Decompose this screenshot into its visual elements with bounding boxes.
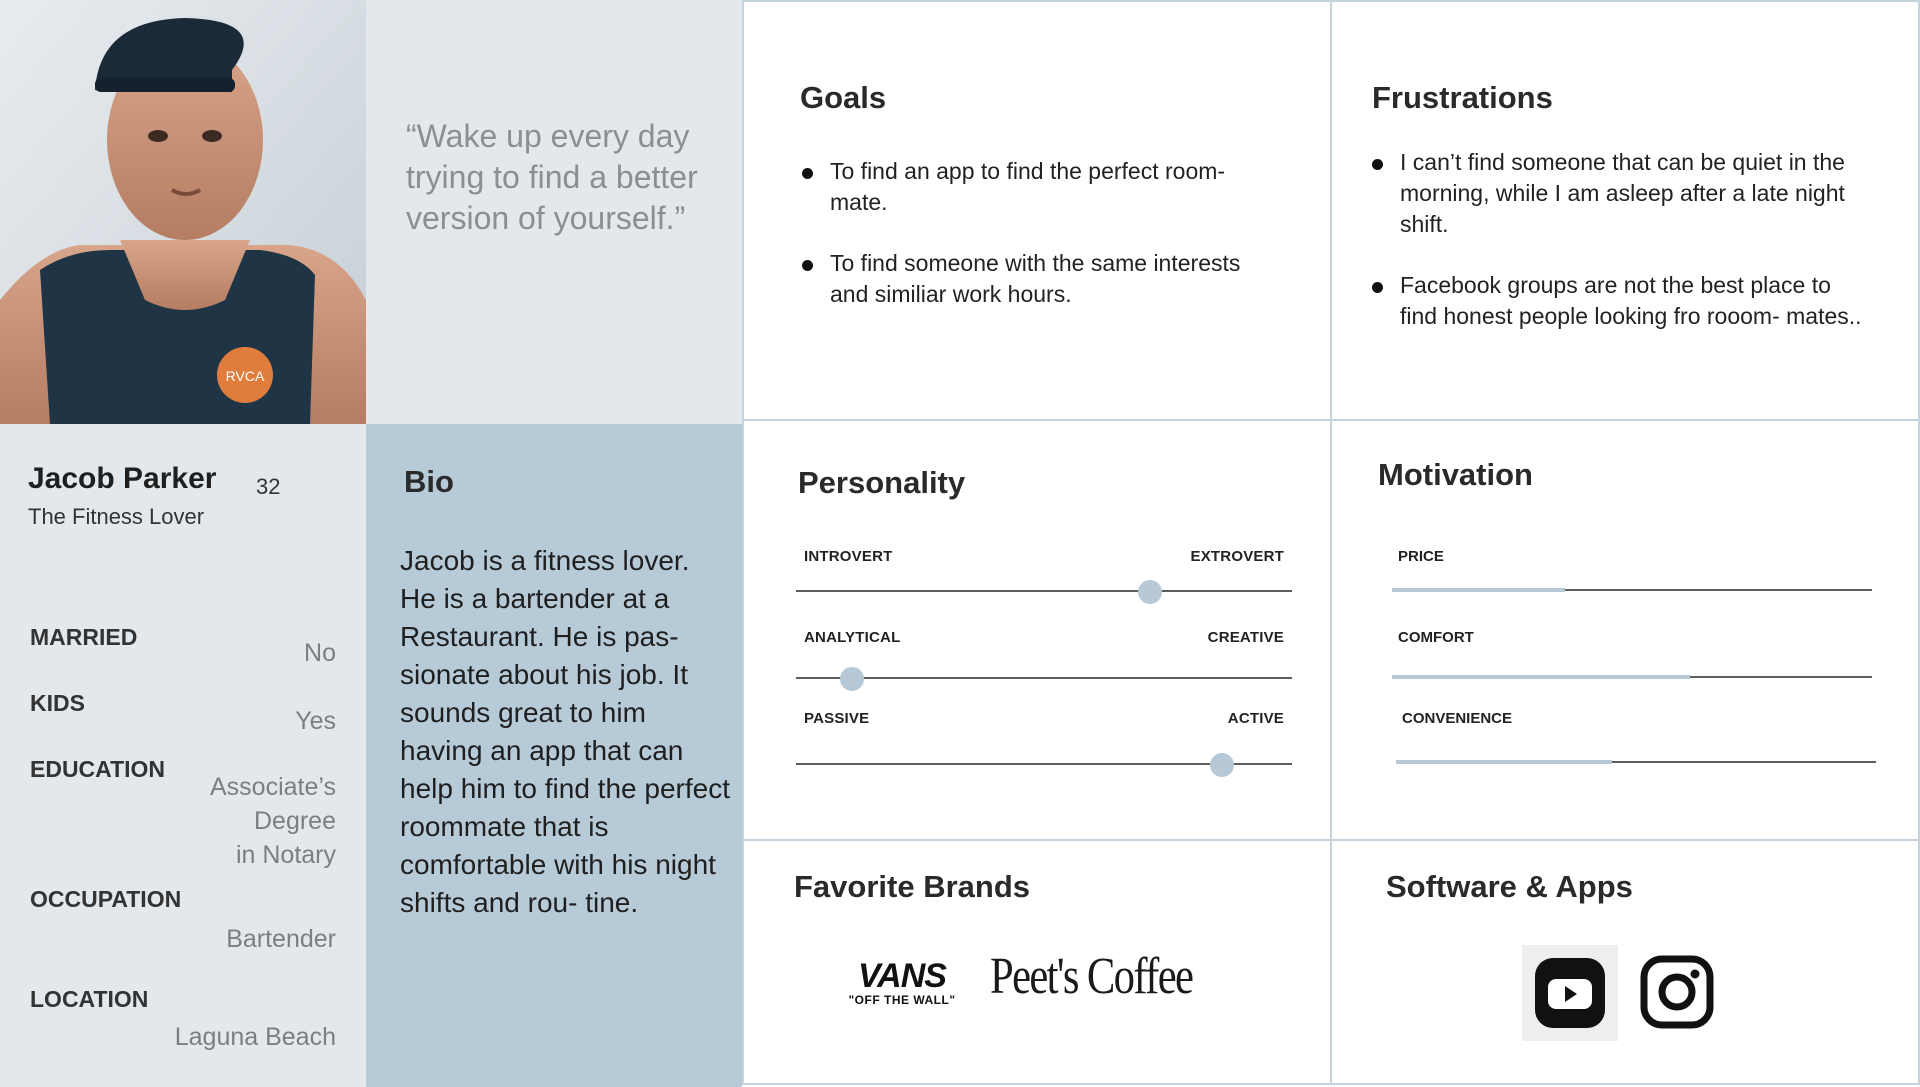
persona-tagline: The Fitness Lover [28, 504, 205, 529]
motivation-card [1330, 419, 1920, 841]
goal-item: To find an app to find the perfect room- mate. [800, 156, 1280, 218]
kids-label: KIDS [30, 690, 85, 716]
vans-logo [832, 959, 972, 1007]
frustrations-card [1330, 0, 1920, 421]
svg-text:RVCA: RVCA [225, 368, 265, 384]
trait-track [796, 590, 1292, 592]
persona-age: 32 [256, 474, 281, 499]
youtube-icon [1522, 945, 1618, 1041]
personality-slider-passive-active [804, 710, 1284, 780]
frustrations-list [1370, 147, 1870, 332]
motivation-label: CONVENIENCE [1402, 710, 1513, 727]
trait-left-label: ANALYTICAL [804, 629, 901, 646]
personality-card [742, 419, 1332, 841]
occupation-value: Bartender [226, 925, 336, 953]
profile-photo [0, 0, 366, 424]
goals-title: Goals [800, 80, 887, 115]
location-label: LOCATION [30, 986, 149, 1012]
software-title: Software & Apps [1386, 869, 1633, 904]
frustrations-title: Frustrations [1372, 80, 1553, 115]
trait-right-label: CREATIVE [1207, 629, 1284, 646]
quote-panel [366, 0, 742, 424]
personality-slider-introvert-extrovert [804, 548, 1284, 618]
motivation-label: COMFORT [1398, 629, 1474, 646]
frustration-item: I can’t find someone that can be quiet in the morning, while I am asleep after a late night shift. [1370, 147, 1870, 240]
trait-right-label: EXTROVERT [1190, 548, 1284, 565]
motivation-fill [1392, 588, 1565, 592]
personality-slider-analytical-creative [804, 629, 1284, 699]
software-apps-card [1330, 839, 1920, 1085]
frustration-item: Facebook groups are not the best place to find honest people looking fro rooom- mates.. [1370, 270, 1870, 332]
trait-left-label: PASSIVE [804, 710, 870, 727]
instagram-icon [1628, 945, 1724, 1041]
education-label: EDUCATION [30, 756, 166, 782]
kids-value: Yes [295, 707, 336, 735]
vans-tagline: "OFF THE WALL" [848, 993, 956, 1007]
trait-track [796, 677, 1292, 679]
trait-knob [1138, 580, 1162, 604]
motivation-bar-price [1392, 548, 1872, 618]
goal-item: To find someone with the same interests and similiar work hours. [800, 248, 1280, 310]
personality-title: Personality [798, 465, 966, 500]
brands-title: Favorite Brands [794, 869, 1031, 904]
location-value: Laguna Beach [174, 1023, 336, 1051]
peets-coffee-logo: Peet's Coffee [990, 948, 1193, 1005]
persona-name: Jacob Parker [28, 462, 217, 495]
portrait-image [0, 0, 366, 424]
motivation-bar-comfort [1392, 629, 1872, 699]
motivation-fill [1396, 760, 1612, 764]
trait-right-label: ACTIVE [1227, 710, 1284, 727]
married-value: No [304, 639, 336, 667]
trait-knob [840, 667, 864, 691]
persona-info-panel [0, 424, 366, 1087]
persona-quote: “Wake up every day trying to find a better version of yourself.” [406, 118, 698, 236]
favorite-brands-card [742, 839, 1332, 1085]
motivation-fill [1392, 675, 1690, 679]
education-value: Associate’s Degree in Notary [210, 773, 336, 869]
trait-knob [1210, 753, 1234, 777]
goals-card [742, 0, 1332, 421]
motivation-bar-convenience [1396, 710, 1876, 780]
goals-list [800, 156, 1280, 310]
married-label: MARRIED [30, 624, 138, 650]
motivation-title: Motivation [1378, 457, 1533, 492]
trait-left-label: INTROVERT [804, 548, 893, 565]
bio-title: Bio [404, 464, 454, 499]
motivation-label: PRICE [1398, 548, 1444, 565]
occupation-label: OCCUPATION [30, 886, 182, 912]
bio-panel [366, 424, 742, 1087]
vans-wordmark: VANS [858, 957, 946, 995]
bio-text: Jacob is a fitness lover. He is a bartender at a Restaurant. He is pas- sionate about his job. It sounds great to him having an app that can help him to find the perfect roommate that is comfortable with his night shifts and rou- tine. [400, 545, 730, 918]
